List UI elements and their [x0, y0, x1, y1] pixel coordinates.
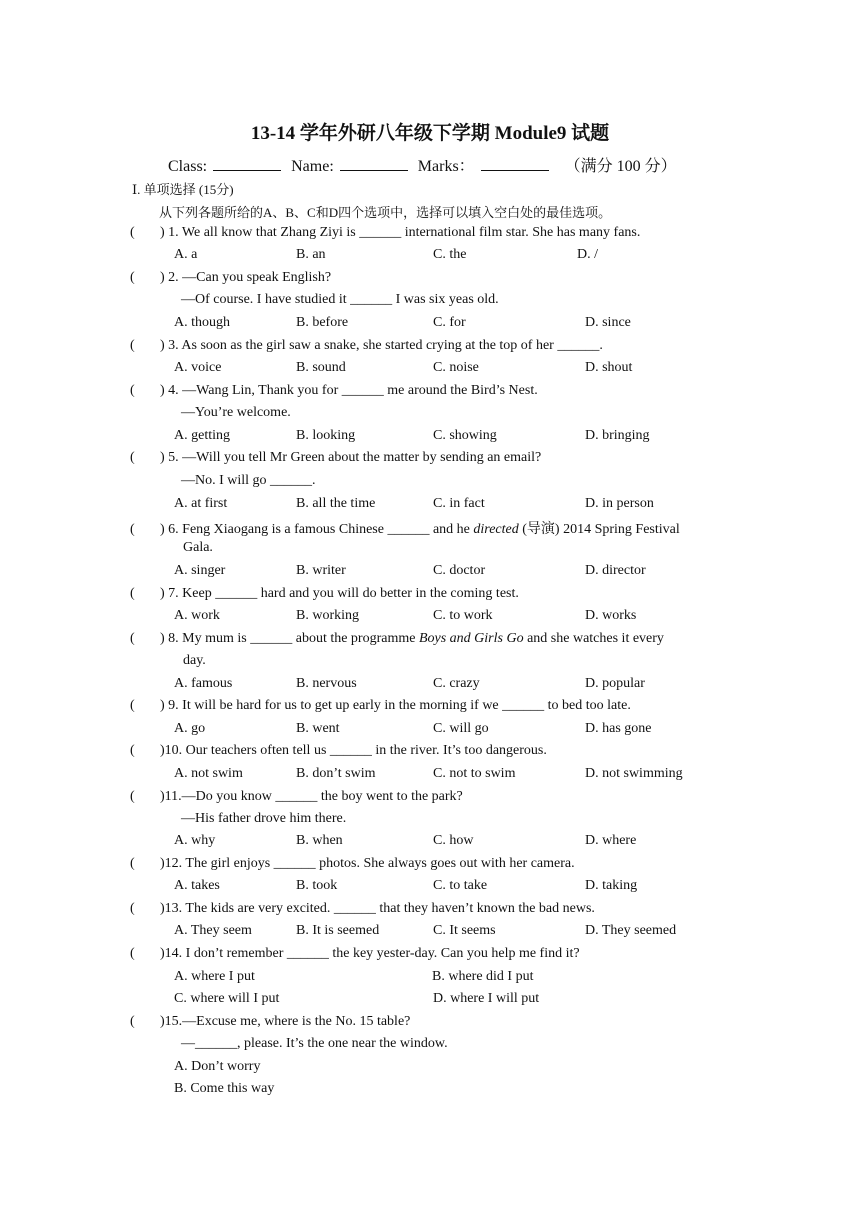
option-a: A. work: [174, 608, 220, 623]
question-stem: )10. Our teachers often tell us ______ in the river. It’s too dangerous.: [160, 743, 547, 758]
question-stem: ) 8. My mum is ______ about the programme: [160, 631, 419, 646]
option-b: B. where did I put: [432, 969, 534, 984]
option-c: C. not to swim: [433, 766, 516, 781]
option-d: D. has gone: [585, 721, 652, 736]
option-b: B. all the time: [296, 496, 376, 511]
question-6: [130, 518, 680, 538]
option-d: D. where I will put: [433, 991, 540, 1006]
section-instruction: 从下列各题所给的A、B、C和D四个选项中，选择可以填入空白处的最佳选项。: [159, 205, 612, 220]
marks-label: Marks：: [417, 158, 475, 175]
option-c: C. noise: [433, 360, 479, 375]
question-stem-rest: and she watches it every: [523, 631, 664, 646]
option-a: A. takes: [174, 878, 220, 893]
option-a: A. why: [174, 833, 216, 848]
option-d: D. in person: [585, 496, 654, 511]
answer-paren[interactable]: (: [130, 1014, 135, 1029]
class-blank[interactable]: [213, 156, 281, 171]
question-stem: ) 3. As soon as the girl saw a snake, she started crying at the top of her ______.: [160, 338, 603, 353]
question-15: [130, 1014, 410, 1030]
question-continuation: —You’re welcome.: [181, 405, 291, 420]
answer-paren[interactable]: (: [130, 856, 135, 871]
option-b: B. working: [296, 608, 359, 623]
question-5: [130, 450, 541, 466]
option-b: B. before: [296, 315, 349, 330]
option-c: C. the: [433, 247, 467, 262]
option-d: D. taking: [585, 878, 638, 893]
class-label: Class:: [168, 158, 208, 175]
option-c: C. to work: [433, 608, 493, 623]
option-d: D. since: [585, 315, 631, 330]
question-stem: ) 5. —Will you tell Mr Green about the matter by sending an email?: [160, 450, 542, 465]
option-a: A. Don’t worry: [174, 1059, 261, 1074]
option-c: C. to take: [433, 878, 488, 893]
question-continuation: —His father drove him there.: [181, 811, 347, 826]
option-c: C. showing: [433, 428, 497, 443]
question-wrap: day.: [183, 653, 206, 668]
question-stem: )12. The girl enjoys ______ photos. She always goes out with her camera.: [160, 856, 575, 871]
answer-paren[interactable]: (: [130, 270, 135, 285]
marks-blank[interactable]: [481, 156, 549, 171]
question-9: [130, 698, 631, 714]
question-1: [130, 225, 640, 241]
option-b: B. Come this way: [174, 1081, 275, 1096]
option-b: B. took: [296, 878, 338, 893]
option-b: B. nervous: [296, 676, 357, 691]
answer-paren[interactable]: (: [130, 698, 135, 713]
option-c: C. in fact: [433, 496, 485, 511]
question-stem: )15.—Excuse me, where is the No. 15 table?: [160, 1014, 411, 1029]
answer-paren[interactable]: (: [130, 946, 135, 961]
option-d: D. works: [585, 608, 637, 623]
question-stem: ) 7. Keep ______ hard and you will do better in the coming test.: [160, 586, 519, 601]
option-a: A. a: [174, 247, 198, 262]
question-4: [130, 383, 538, 399]
option-a: A. famous: [174, 676, 233, 691]
question-2: [130, 270, 331, 286]
question-8: [130, 631, 664, 647]
italic-word: directed: [473, 522, 519, 537]
question-continuation: —No. I will go ______.: [181, 473, 316, 488]
name-label: Name:: [291, 158, 334, 175]
question-stem: ) 2. —Can you speak English?: [160, 270, 332, 285]
page-title: 13-14 学年外研八年级下学期 Module9 试题: [250, 123, 610, 144]
italic-title: Boys and Girls Go: [418, 631, 524, 646]
option-d: D. popular: [585, 676, 645, 691]
answer-paren[interactable]: (: [130, 383, 135, 398]
option-b: B. sound: [296, 360, 346, 375]
option-d: D. /: [577, 247, 598, 262]
answer-paren[interactable]: (: [130, 789, 135, 804]
question-continuation: —Of course. I have studied it ______ I was six yeas old.: [181, 292, 499, 307]
option-b: B. an: [296, 247, 326, 262]
section-heading: Ⅰ. 单项选择 (15分): [132, 182, 234, 197]
option-c: C. It seems: [433, 923, 496, 938]
answer-paren[interactable]: (: [130, 631, 135, 646]
question-wrap: Gala.: [183, 540, 213, 555]
option-c: C. will go: [433, 721, 489, 736]
question-stem: )11.—Do you know ______ the boy went to the park?: [160, 789, 463, 804]
answer-paren[interactable]: (: [130, 586, 135, 601]
question-stem: ) 9. It will be hard for us to get up early in the morning if we ______ to bed too late.: [160, 698, 631, 713]
option-d: D. shout: [585, 360, 633, 375]
question-7: [130, 586, 519, 602]
question-11: [130, 789, 463, 805]
option-a: A. where I put: [174, 969, 255, 984]
question-10: [130, 743, 547, 759]
answer-paren[interactable]: (: [130, 450, 135, 465]
option-d: D. where: [585, 833, 637, 848]
question-stem: )14. I don’t remember ______ the key yester-day. Can you help me find it?: [160, 946, 580, 961]
option-d: D. They seemed: [585, 923, 677, 938]
question-stem: ) 1. We all know that Zhang Ziyi is ______ international film star. She has many fans.: [160, 225, 641, 240]
answer-paren[interactable]: (: [130, 522, 135, 537]
answer-paren[interactable]: (: [130, 225, 135, 240]
question-13: [130, 901, 595, 917]
option-c: C. crazy: [433, 676, 480, 691]
option-b: B. when: [296, 833, 343, 848]
option-c: C. for: [433, 315, 466, 330]
question-continuation: —______, please. It’s the one near the window.: [181, 1036, 448, 1051]
question-stem: ) 4. —Wang Lin, Thank you for ______ me around the Bird’s Nest.: [160, 383, 538, 398]
option-c: C. where will I put: [174, 991, 280, 1006]
option-a: A. not swim: [174, 766, 243, 781]
full-score: （满分 100 分）: [564, 158, 677, 175]
option-c: C. how: [433, 833, 474, 848]
question-stem-rest: (导演) 2014 Spring Festival: [518, 522, 680, 537]
option-b: B. went: [296, 721, 340, 736]
option-a: A. at first: [174, 496, 228, 511]
question-3: [130, 338, 603, 354]
option-b: B. don’t swim: [296, 766, 376, 781]
student-info-line: [168, 153, 677, 176]
option-a: A. voice: [174, 360, 222, 375]
answer-paren[interactable]: (: [130, 901, 135, 916]
option-b: B. writer: [296, 563, 346, 578]
option-d: D. bringing: [585, 428, 650, 443]
option-b: B. It is seemed: [296, 923, 380, 938]
question-stem: ) 6. Feng Xiaogang is a famous Chinese ______ and he: [160, 522, 474, 537]
option-c: C. doctor: [433, 563, 486, 578]
option-d: D. director: [585, 563, 646, 578]
option-d: D. not swimming: [585, 766, 683, 781]
question-stem: )13. The kids are very excited. ______ that they haven’t known the bad news.: [160, 901, 595, 916]
option-a: A. getting: [174, 428, 230, 443]
question-12: [130, 856, 575, 872]
option-a: A. They seem: [174, 923, 252, 938]
option-a: A. though: [174, 315, 230, 330]
answer-paren[interactable]: (: [130, 743, 135, 758]
name-blank[interactable]: [340, 156, 408, 171]
option-a: A. go: [174, 721, 206, 736]
answer-paren[interactable]: (: [130, 338, 135, 353]
option-b: B. looking: [296, 428, 356, 443]
question-14: [130, 946, 580, 962]
option-a: A. singer: [174, 563, 226, 578]
